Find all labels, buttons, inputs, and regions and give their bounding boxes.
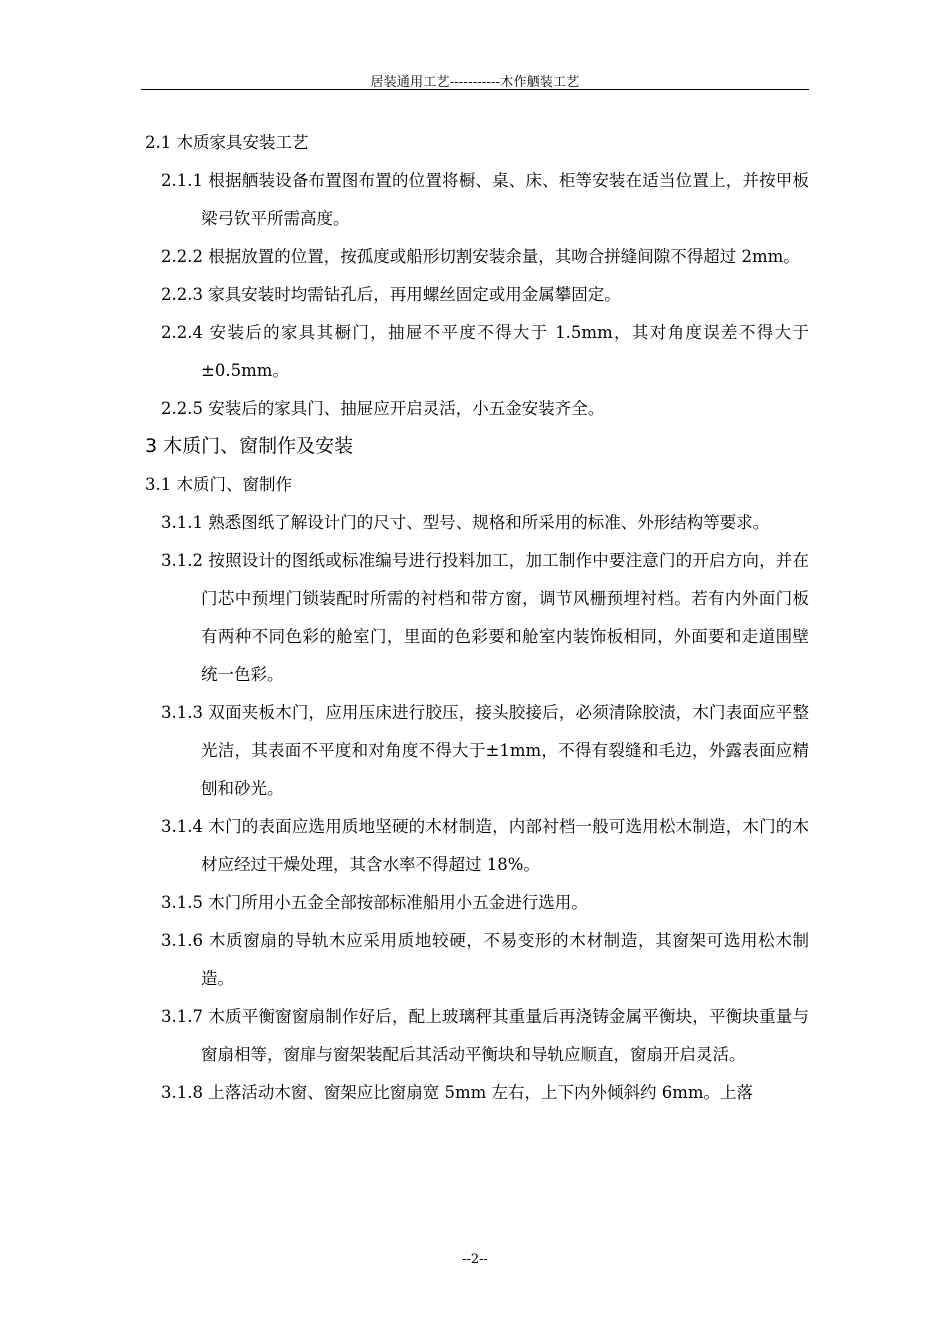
clause-2-2-2: 2.2.2 根据放置的位置，按孤度或船形切割安装余量，其吻合拼缝间隙不得超过 2mm。 bbox=[161, 247, 800, 266]
clause-3-1-7: 3.1.7 木质平衡窗窗扇制作好后，配上玻璃秤其重量后再浇铸金属平衡块，平衡块重量与窗扇相等，窗扉与窗架装配后其活动平衡块和导轨应顺直，窗扇开启灵活。 bbox=[161, 1007, 809, 1064]
header-divider bbox=[141, 89, 809, 90]
clause-3-1-1: 3.1.1 熟悉图纸了解设计门的尺寸、型号、规格和所采用的标准、外形结构等要求。 bbox=[161, 513, 770, 532]
clause-2-2-3: 2.2.3 家具安装时均需钻孔后，再用螺丝固定或用金属攀固定。 bbox=[161, 285, 621, 304]
clause-3-1-8: 3.1.8 上落活动木窗、窗架应比窗扇宽 5mm 左右，上下内外倾斜约 6mm。上落 bbox=[161, 1083, 754, 1102]
clause-2-1-1: 2.1.1 根据舾装设备布置图布置的位置将橱、桌、床、柜等安装在适当位置上，并按甲板梁弓钦平所需高度。 bbox=[161, 171, 809, 228]
clause-3-1-5: 3.1.5 木门所用小五金全部按部标准船用小五金进行选用。 bbox=[161, 893, 588, 912]
page-number: --2-- bbox=[462, 1252, 488, 1267]
clause-3-1-4: 3.1.4 木门的表面应选用质地坚硬的木材制造，内部衬档一般可选用松木制造，木门的木材应经过干燥处理，其含水率不得超过 18%。 bbox=[161, 817, 809, 874]
clause-3-1-2: 3.1.2 按照设计的图纸或标准编号进行投料加工，加工制作中要注意门的开启方向，并在门芯中预埋门锁装配时所需的衬档和带方窗，调节风栅预埋衬档。若有内外面门板有两种不同色彩的舱室门，里面的色彩要和舱室内装饰板相同，外面要和走道围壁统一色彩。 bbox=[161, 551, 809, 684]
clause-2-2-5: 2.2.5 安装后的家具门、抽屉应开启灵活，小五金安装齐全。 bbox=[161, 399, 605, 418]
section-heading-2-1: 2.1 木质家具安装工艺 bbox=[145, 133, 309, 152]
section-heading-3: 3 木质门、窗制作及安装 bbox=[145, 435, 354, 457]
clause-3-1-3: 3.1.3 双面夹板木门，应用压床进行胶压，接头胶接后，必须清除胶渍，木门表面应平整光洁，其表面不平度和对角度不得大于±1mm，不得有裂缝和毛边，外露表面应精刨和砂光。 bbox=[161, 703, 809, 798]
clause-3-1-6: 3.1.6 木质窗扇的导轨木应采用质地较硬，不易变形的木材制造，其窗架可选用松木制造。 bbox=[161, 931, 809, 988]
document-body bbox=[145, 124, 809, 1112]
section-heading-3-1: 3.1 木质门、窗制作 bbox=[145, 475, 292, 494]
clause-2-2-4: 2.2.4 安装后的家具其橱门，抽屉不平度不得大于 1.5mm，其对角度误差不得大于±0.5mm。 bbox=[161, 323, 809, 380]
running-header: 居装通用工艺-----------木作舾装工艺 bbox=[370, 75, 580, 90]
